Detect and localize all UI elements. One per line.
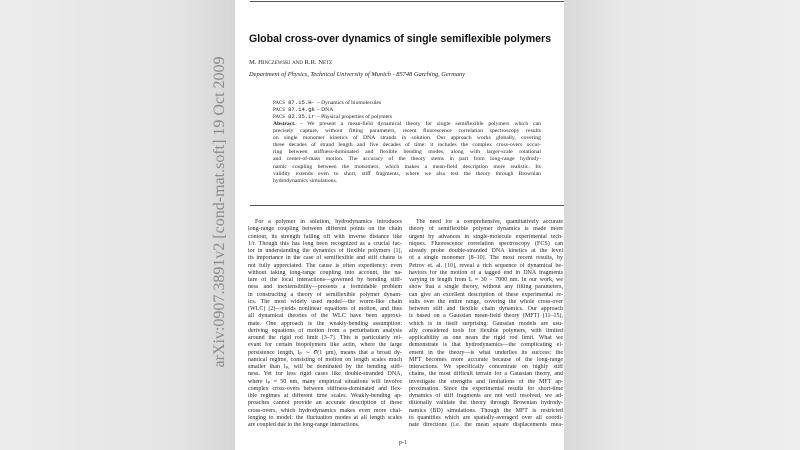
abstract-line: on single monomer kinetics of DNA strands in solution. Our approach works globally, covering: [273, 135, 541, 142]
body-line: Petrov et. al. [10], reveal a rich sequence of dynamical be-: [409, 262, 563, 269]
body-line: can give an excellent description of these experimental re-: [409, 291, 563, 298]
abstract-line: ring between stiffness-dominated and flexible bending modes, along with larger-scale rotational: [273, 149, 541, 156]
section-rule: [250, 205, 564, 206]
body-line: proximation. Since the experimental results for short-time: [409, 385, 563, 392]
body-line: ics. The most widely used model—the worm-like chain: [248, 298, 402, 305]
body-line: of a single monomer [8–10]. The most recent results, by: [409, 255, 563, 262]
abstract-heading: Abstract.: [273, 121, 296, 127]
pacs-description: – Dynamics of biomolecules: [316, 100, 382, 106]
body-line: ement in the theory—is what underlies its success: the: [409, 349, 563, 356]
body-line: proaches cannot provide an accurate description of these: [248, 400, 402, 407]
pacs-code: 87.15.H-: [288, 99, 315, 106]
pacs-label: PACS: [273, 108, 286, 113]
body-line: where lₚ ≈ 50 nm, many empirical situations will involve: [248, 378, 402, 385]
paper-title: Global cross-over dynamics of single semiflexible polymers: [249, 33, 552, 45]
document-page: [235, 0, 564, 450]
body-line: cross-overs, which hydrodynamics makes even more chal-: [248, 407, 402, 414]
pacs-entry: [273, 106, 333, 113]
body-line: ture of the local interactions—governed by bending stiff-: [248, 277, 402, 283]
pacs-code: 87.14.gk: [288, 106, 315, 113]
body-line: persistence length, lₚ ∼ 𝒪(1 µm), means that a broad dy-: [248, 349, 402, 356]
body-line: are coupled due to the long-range interactions.: [248, 422, 360, 428]
pacs-description: – Physical properties of polymers: [316, 114, 393, 120]
body-line: haviors for the motion of a tagged end in DNA fragments: [409, 269, 563, 276]
body-line: around the rigid rod limit [3–7]. This is particularly rel-: [248, 335, 402, 341]
body-line: tor in understanding the dynamics of flexible polymers [1],: [248, 248, 402, 254]
body-line: theory of semiflexible polymer dynamics is made more: [409, 226, 563, 233]
body-line: (WLC) [2]—yields nonlinear equations of motion, and thus: [248, 306, 402, 312]
abstract-line: namic coupling between the monomers, which makes a mean-field description more realistic. Its: [273, 163, 541, 170]
body-line: ally considered tools for flexible polymers, with limited: [409, 327, 563, 334]
body-line: ditionally validate the theory through Brownian hydrody-: [409, 400, 563, 407]
page-number: p-1: [399, 440, 407, 446]
body-line: 1/r. Though this has long been recognized as a crucial fac-: [248, 240, 402, 247]
body-line: is based on a Gaussian mean-field theory (MFT) [11–15],: [409, 313, 563, 320]
body-line: ible regimes at different time scales. Weakly-bending ap-: [248, 393, 402, 399]
pacs-code: 82.35.Lr: [288, 113, 315, 120]
abstract-line: and center-of-mass motion. The accuracy of the theory stems in part from long-range hydrody-: [273, 156, 541, 163]
body-line: For a polymer in solution, hydrodynamics introduces: [255, 219, 402, 225]
body-line: all dynamical theories of the WLC have been approxi-: [248, 313, 402, 320]
body-line: varying in length from L ≈ 30 − 7000 nm. In our work, we: [409, 277, 563, 283]
body-line: namical regime, consisting of motion on length scales much: [248, 356, 402, 363]
pacs-entry: [273, 99, 381, 106]
body-line: smaller than lₚ, will be dominated by the bending stiff-: [248, 364, 402, 370]
abstract-line: precisely capture, without fitting parameters, recent fluorescence correlation spectroscopy results: [273, 128, 541, 135]
body-line: long-range coupling between different points on the chain: [248, 226, 402, 233]
pacs-label: PACS: [273, 101, 286, 106]
pacs-label: PACS: [273, 115, 286, 120]
body-line: already probe double-stranded DNA kinetics at the level: [409, 248, 563, 254]
body-column-left: [248, 219, 402, 429]
body-line: urgent by advances in single-molecule experimental tech-: [409, 233, 563, 240]
authors: M. Hinczewski and R.R. Netz: [249, 59, 333, 66]
body-line: in constructing a theory of semiflexible polymer dynam-: [248, 291, 402, 298]
body-line: lenging to model: the fluctuation modes at all length scales: [248, 414, 402, 421]
abstract-line: [273, 121, 541, 128]
body-line: investigate the strengths and limitations of the MFT ap-: [409, 378, 563, 385]
body-line: to quantities which are spatially-averaged over all coordi-: [409, 414, 563, 421]
body-column-right: [409, 219, 563, 429]
body-line: complex cross-overs between stiffness-dominated and flex-: [248, 385, 402, 392]
pacs-entry: [273, 113, 392, 120]
abstract: [273, 121, 541, 185]
abstract-line: three decades of strand length and five decades of time: it includes the complex cross-overs occur-: [273, 142, 541, 149]
body-line: deriving equations of motion from a perturbation analysis: [248, 327, 402, 334]
top-rule: [250, 1, 564, 2]
body-line: not fully appreciated. The cause is often expediency: even: [248, 262, 402, 269]
body-line: niques. Fluorescence correlation spectroscopy (FCS) can: [409, 240, 563, 247]
body-line: mate. One approach is the weakly-bending assumption:: [248, 320, 402, 327]
pacs-description: – DNA: [316, 107, 334, 113]
body-line: its importance in the case of semiflexible and stiff chains is: [248, 255, 402, 262]
body-line: The need for a comprehensive, quantitatively accurate: [416, 219, 563, 225]
body-line: sults over the entire range, covering the whole cross-over: [409, 298, 563, 305]
body-line: dynamics of stiff fragments are not well resolved, we ad-: [409, 393, 563, 399]
body-line: evant for certain biopolymers like actin, where the large: [248, 342, 402, 349]
body-line: applicability as one nears the rigid rod limit. What we: [409, 335, 563, 341]
body-line: namics (BD) simulations. Though the MFT is restricted: [409, 407, 563, 414]
body-line: interactions. We specifically concentrate on highly stiff: [409, 364, 563, 370]
affiliation: Department of Physics, Technical University of Munich - 85748 Garching, Germany: [249, 71, 466, 78]
body-line: nate directions (i.e. the mean square displacements mea-: [409, 422, 563, 428]
body-line: without taking long-range coupling into account, the na-: [248, 269, 402, 276]
body-line: ness and inextensibility—presents a formidable problem: [248, 284, 402, 291]
body-line: contour, its strength falling off with inverse distance like: [248, 233, 402, 240]
arxiv-stamp: arXiv:0907.3891v2 [cond-mat.soft] 19 Oct 2009: [211, 56, 228, 368]
abstract-text: - We present a mean-field dynamical theory for single semiflexible polymers which can: [295, 121, 541, 127]
abstract-line: hydrodynamics simulations.: [273, 177, 338, 184]
body-line: show that a single theory, without any fitting parameters,: [409, 284, 563, 291]
body-line: which is in itself surprising: Gaussian models are usu-: [409, 320, 563, 327]
body-line: MFT becomes more accurate because of the long-range: [409, 356, 563, 363]
abstract-line: validity extends even to short, stiff fragments, where we also test the theory through Brownian: [273, 170, 541, 177]
body-line: demonstrate is that hydrodynamics—the complicating el-: [409, 342, 563, 349]
body-line: chains, the most difficult terrain for a Gaussian theory, and: [409, 371, 563, 378]
body-line: between stiff and flexible chain dynamics. Our approach: [409, 306, 563, 312]
body-line: ness. Yet for less rigid cases like double-stranded DNA,: [248, 371, 402, 378]
